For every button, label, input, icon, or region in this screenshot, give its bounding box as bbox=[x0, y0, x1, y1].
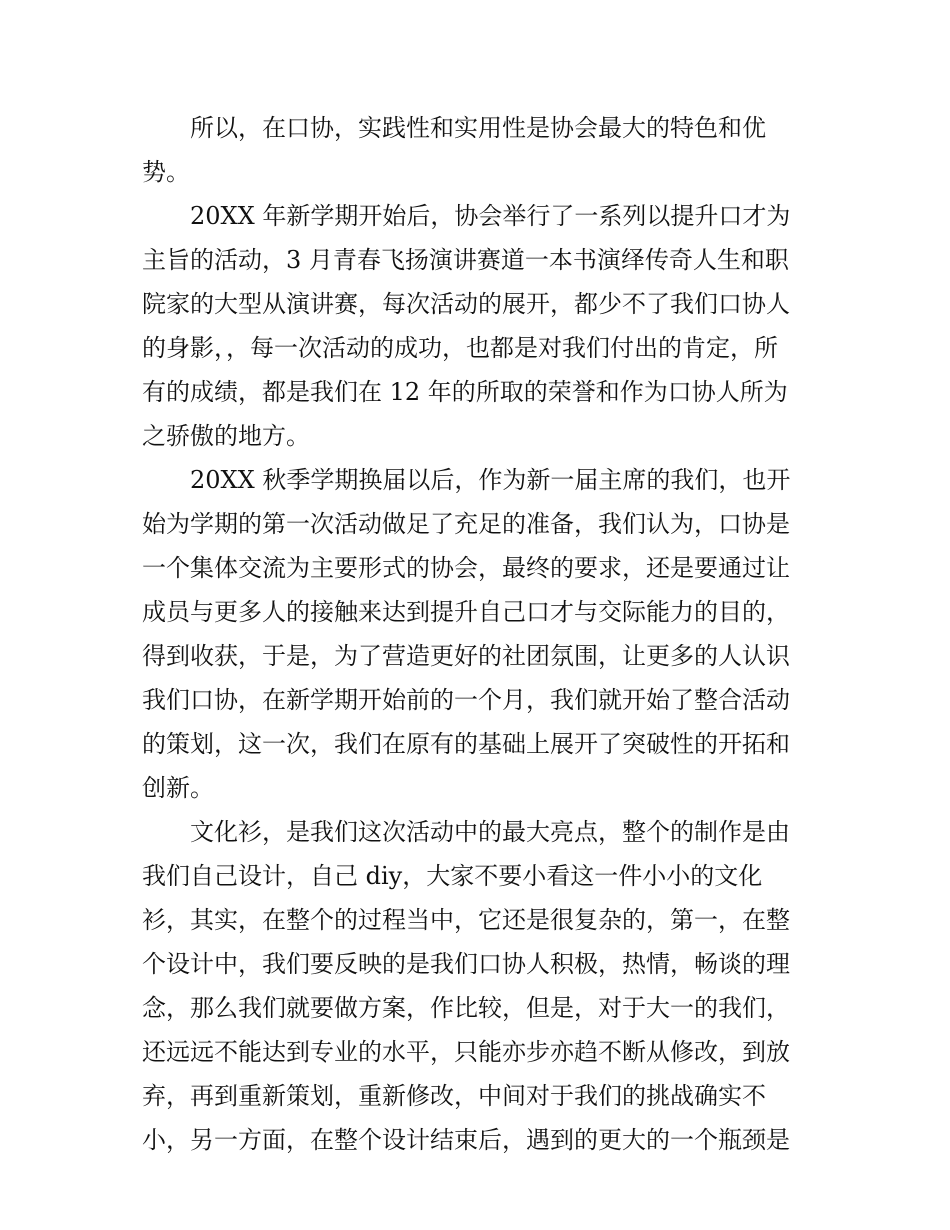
line-text: 院家的大型从演讲赛，每次活动的展开，都少不了我们口协人 bbox=[142, 290, 790, 318]
text-line bbox=[0, 636, 950, 676]
line-text: 所以，在口协，实践性和实用性是协会最大的特色和优 bbox=[190, 114, 766, 142]
line-text: 创新。 bbox=[142, 774, 214, 802]
line-text: 的身影，，每一次活动的成功，也都是对我们付出的肯定，所 bbox=[142, 334, 778, 362]
text-line bbox=[0, 152, 950, 192]
text-line bbox=[0, 548, 950, 588]
text-line bbox=[0, 108, 950, 148]
text-line bbox=[0, 944, 950, 984]
text-line bbox=[0, 592, 950, 632]
text-line bbox=[0, 196, 950, 236]
text-line bbox=[0, 812, 950, 852]
text-line bbox=[0, 460, 950, 500]
text-line bbox=[0, 1076, 950, 1116]
text-line bbox=[0, 1120, 950, 1160]
text-line bbox=[0, 988, 950, 1028]
text-line bbox=[0, 328, 950, 368]
line-text: 我们自己设计，自己 diy，大家不要小看这一件小小的文化 bbox=[142, 862, 763, 890]
line-text: 有的成绩，都是我们在 12 年的所取的荣誉和作为口协人所为 bbox=[142, 378, 788, 406]
line-text: 个设计中，我们要反映的是我们口协人积极，热情，畅谈的理 bbox=[142, 950, 790, 978]
line-text: 衫，其实，在整个的过程当中，它还是很复杂的，第一，在整 bbox=[142, 906, 790, 934]
text-line bbox=[0, 768, 950, 808]
line-text: 20XX 年新学期开始后，协会举行了一系列以提升口才为 bbox=[190, 202, 791, 230]
line-text: 成员与更多人的接触来达到提升自己口才与交际能力的目的， bbox=[142, 598, 790, 626]
line-text: 我们口协，在新学期开始前的一个月，我们就开始了整合活动 bbox=[142, 686, 790, 714]
text-line bbox=[0, 724, 950, 764]
line-text: 弃，再到重新策划，重新修改，中间对于我们的挑战确实不 bbox=[142, 1082, 766, 1110]
line-text: 之骄傲的地方。 bbox=[142, 422, 310, 450]
line-text: 小，另一方面，在整个设计结束后，遇到的更大的一个瓶颈是 bbox=[142, 1126, 790, 1154]
text-line bbox=[0, 856, 950, 896]
line-text: 一个集体交流为主要形式的协会，最终的要求，还是要通过让 bbox=[142, 554, 790, 582]
line-text: 主旨的活动，3 月青春飞扬演讲赛道一本书演绎传奇人生和职 bbox=[142, 246, 789, 274]
line-text: 的策划，这一次，我们在原有的基础上展开了突破性的开拓和 bbox=[142, 730, 790, 758]
text-line bbox=[0, 1032, 950, 1072]
text-line bbox=[0, 504, 950, 544]
text-line bbox=[0, 240, 950, 280]
text-line bbox=[0, 680, 950, 720]
text-line bbox=[0, 284, 950, 324]
text-line bbox=[0, 372, 950, 412]
line-text: 始为学期的第一次活动做足了充足的准备，我们认为，口协是 bbox=[142, 510, 790, 538]
line-text: 文化衫，是我们这次活动中的最大亮点，整个的制作是由 bbox=[190, 818, 790, 846]
text-line bbox=[0, 416, 950, 456]
line-text: 还远远不能达到专业的水平，只能亦步亦趋不断从修改，到放 bbox=[142, 1038, 790, 1066]
line-text: 得到收获，于是，为了营造更好的社团氛围，让更多的人认识 bbox=[142, 642, 790, 670]
text-line bbox=[0, 900, 950, 940]
line-text: 20XX 秋季学期换届以后，作为新一届主席的我们，也开 bbox=[190, 466, 791, 494]
line-text: 念，那么我们就要做方案，作比较，但是，对于大一的我们， bbox=[142, 994, 790, 1022]
line-text: 势。 bbox=[142, 158, 190, 186]
